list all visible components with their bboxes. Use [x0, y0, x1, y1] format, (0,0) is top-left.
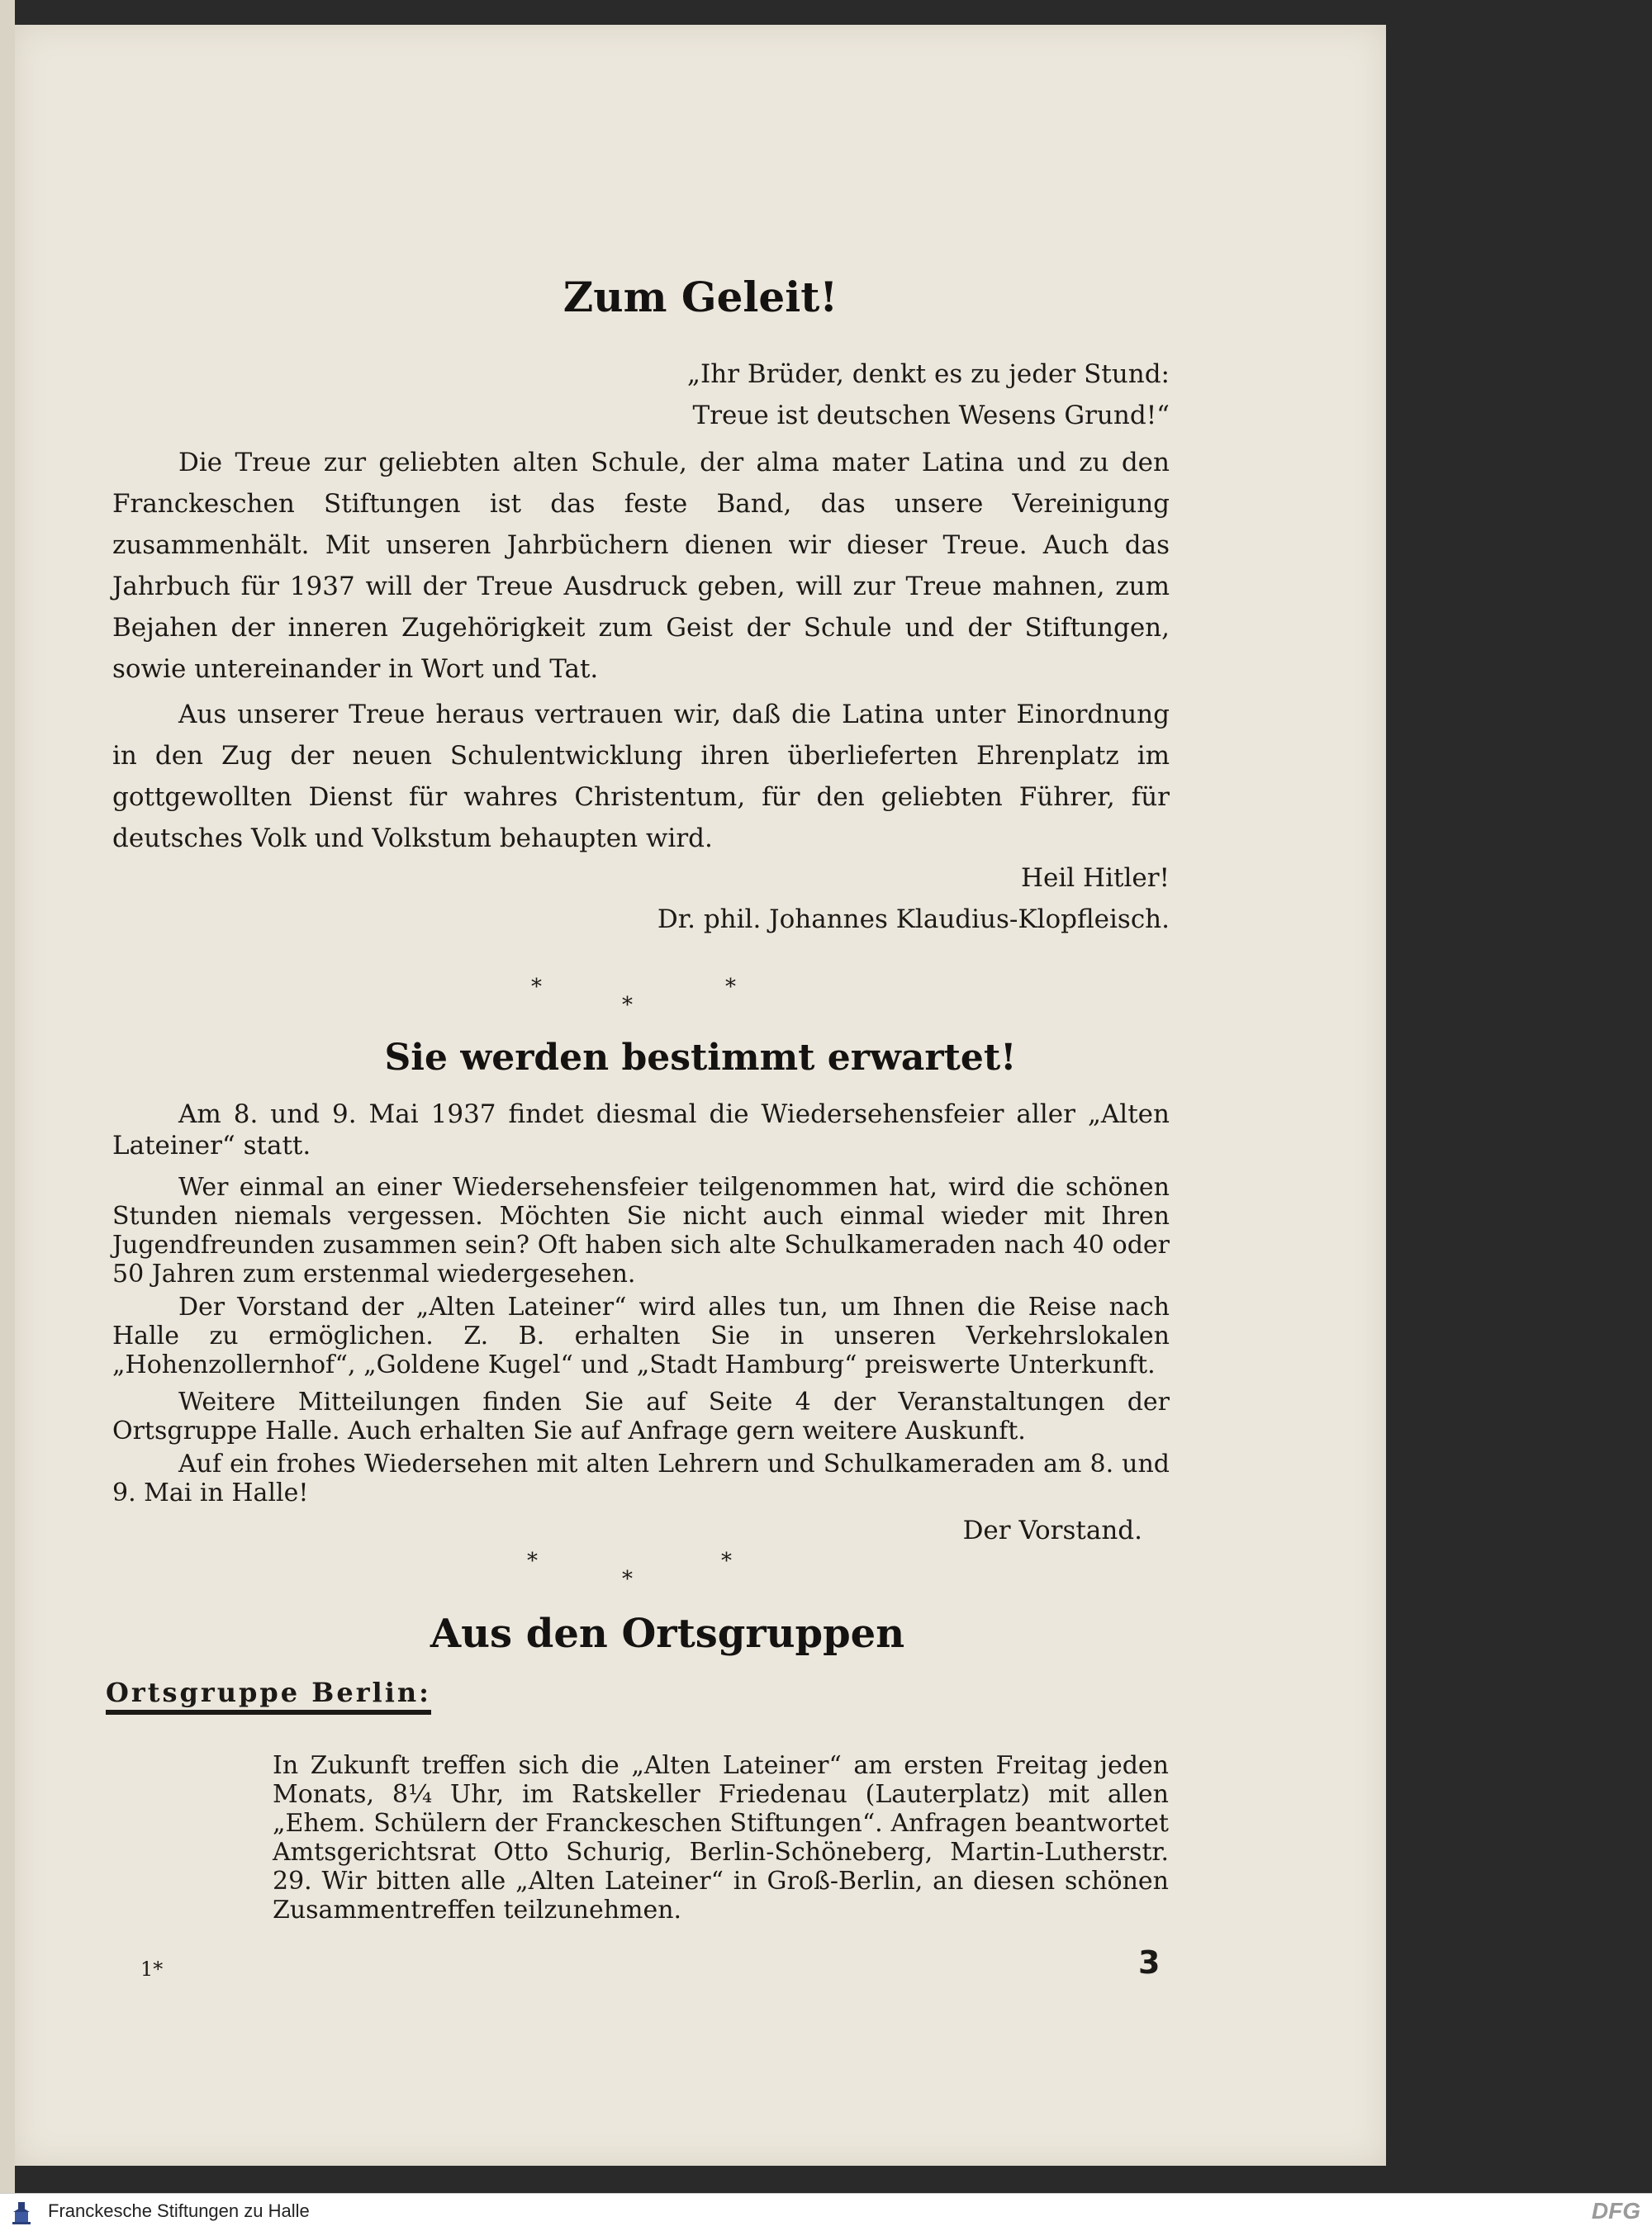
paragraph-mitteilungen: Weitere Mitteilungen finden Sie auf Seite 4 der Veranstaltungen der Ortsgruppe Halle. Auch erhalten Sie auf Anfrage gern weitere Auskunft.	[112, 1388, 1170, 1445]
signature-klopfleisch: Dr. phil. Johannes Klaudius-Klopfleisch.	[657, 904, 1170, 934]
greeting: Heil Hitler!	[1020, 863, 1170, 893]
separator-stars-2	[15, 1549, 1386, 1598]
viewer-bottom-bar	[0, 2193, 1652, 2231]
separator-star: *	[721, 1549, 732, 1574]
paragraph-wiedersehensfeier: Am 8. und 9. Mai 1937 findet diesmal die Wiedersehensfeier aller „Alten Lateiner“ statt.	[112, 1099, 1170, 1161]
subheading-ortsgruppe-berlin: Ortsgruppe Berlin:	[106, 1677, 431, 1715]
section-title-zum-geleit: Zum Geleit!	[563, 273, 838, 321]
separator-star: *	[527, 1549, 538, 1574]
paragraph-treue: Die Treue zur geliebten alten Schule, der alma mater Latina und zu den Franckeschen Stiftungen ist das feste Band, das unsere Vereinigung zusammenhält. Mit unseren Jahrbüchern dienen wir dieser Treue. Auch das Jahrbuch für 1937 will der Treue Ausdruck geben, will zur Treue mahnen, zum Bejahen der inneren Zugehörigkeit zum Geist der Schule und der Stiftungen, sowie untereinander in Wort und Tat.	[112, 448, 1170, 684]
paragraph-reise: Der Vorstand der „Alten Lateiner“ wird alles tun, um Ihnen die Reise nach Halle zu ermöglichen. Z. B. erhalten Sie in unseren Verkehrslokalen „Hohenzollernhof“, „Goldene Kugel“ und „Stadt Hamburg“ preiswerte Unterkunft.	[112, 1293, 1170, 1379]
institution-logo-icon[interactable]	[10, 2200, 33, 2225]
section-title-erwartet: Sie werden bestimmt erwartet!	[384, 1037, 1017, 1079]
paragraph-berlin: In Zukunft treffen sich die „Alten Lateiner“ am ersten Freitag jeden Monats, 8¼ Uhr, im Ratskeller Friedenau (Lauterplatz) mit allen „Ehem. Schülern der Franckeschen Stiftungen“. Anfragen beantwortet Amtsgerichtsrat Otto Schurig, Berlin-Schöneberg, Martin-Lutherstr. 29. Wir bitten alle „Alten Lateiner“ in Groß-Berlin, an diesen schönen Zusammentreffen teilzunehmen.	[273, 1751, 1169, 1925]
signature-vorstand: Der Vorstand.	[962, 1516, 1142, 1545]
motto-line-2: Treue ist deutschen Wesens Grund!“	[692, 401, 1170, 430]
signature-mark: 1*	[140, 1958, 164, 1981]
page-number: 3	[1138, 1944, 1161, 1981]
separator-star: *	[622, 993, 633, 1018]
institution-label[interactable]: Franckesche Stiftungen zu Halle	[48, 2200, 310, 2221]
separator-star: *	[531, 975, 542, 999]
dfg-logo: DFG	[1591, 2198, 1640, 2224]
document-page	[15, 25, 1386, 2166]
separator-star: *	[622, 1567, 633, 1592]
section-title-ortsgruppen: Aus den Ortsgruppen	[430, 1611, 905, 1657]
paragraph-vertrauen: Aus unserer Treue heraus vertrauen wir, daß die Latina unter Einordnung in den Zug der neuen Schulentwicklung ihren überlieferten Ehrenplatz im gottgewollten Dienst für wahres Christentum, für den geliebten Führer, für deutsches Volk und Volkstum behaupten wird.	[112, 700, 1170, 853]
separator-stars-1	[15, 975, 1386, 1024]
left-page-edge	[0, 0, 15, 2193]
paragraph-stunden: Wer einmal an einer Wiedersehensfeier teilgenommen hat, wird die schönen Stunden niemals vergessen. Möchten Sie nicht auch einmal wieder mit Ihren Jugendfreunden zusammen sein? Oft haben sich alte Schulkameraden nach 40 oder 50 Jahren zum erstenmal wiedergesehen.	[112, 1173, 1170, 1289]
motto-line-1: „Ihr Brüder, denkt es zu jeder Stund:	[686, 359, 1170, 389]
separator-star: *	[725, 975, 736, 999]
paragraph-frohes-wiedersehen: Auf ein frohes Wiedersehen mit alten Lehrern und Schulkameraden am 8. und 9. Mai in Halle!	[112, 1450, 1170, 1507]
